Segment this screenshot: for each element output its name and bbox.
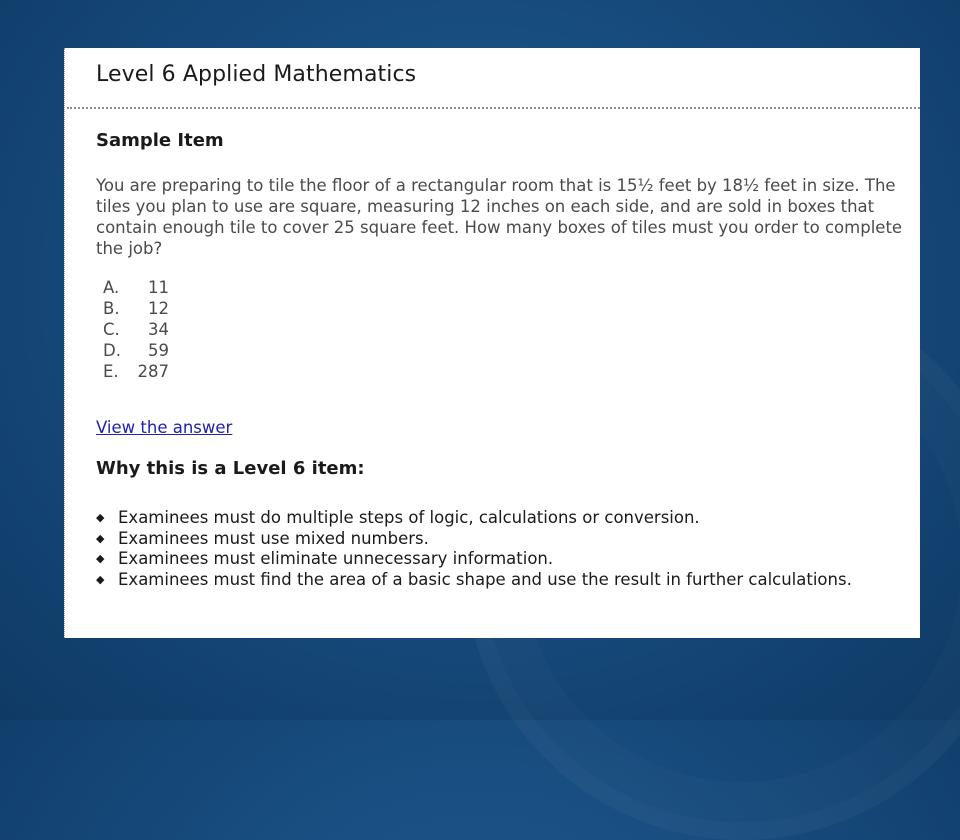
- choice-d: [103, 340, 169, 361]
- reason-text: Examinees must do multiple steps of logic, calculations or conversion.: [118, 508, 700, 527]
- reason-text: Examinees must use mixed numbers.: [118, 528, 429, 548]
- reason-text: Examinees must eliminate unnecessary information.: [118, 549, 554, 568]
- content-panel: [64, 48, 920, 638]
- view-answer-link[interactable]: View the answer: [96, 418, 233, 437]
- choice-value: 11: [148, 278, 169, 297]
- sample-item-heading: Sample Item: [96, 130, 224, 151]
- choice-letter: E.: [103, 362, 119, 381]
- answer-choices: [103, 277, 169, 382]
- choice-b: [103, 298, 169, 319]
- choice-e: [103, 361, 169, 382]
- choice-c: [103, 319, 169, 340]
- choice-letter: A.: [103, 278, 120, 297]
- choice-letter: B.: [103, 299, 120, 318]
- choice-letter: C.: [103, 320, 120, 339]
- reason-text: Examinees must find the area of a basic shape and use the result in further calculations.: [118, 569, 852, 589]
- diamond-bullet-icon: ◆: [96, 572, 105, 586]
- diamond-bullet-icon: ◆: [96, 531, 105, 545]
- title-divider: [67, 107, 920, 109]
- list-item: [96, 549, 886, 570]
- choice-value: 12: [148, 299, 169, 318]
- list-item: [96, 508, 886, 529]
- diamond-bullet-icon: ◆: [96, 552, 105, 565]
- why-level-heading: Why this is a Level 6 item:: [96, 458, 365, 479]
- choice-value: 59: [148, 341, 169, 360]
- list-item: [96, 529, 886, 550]
- choice-a: [103, 277, 169, 298]
- choice-value: 287: [137, 362, 169, 381]
- page-title: Level 6 Applied Mathematics: [96, 62, 417, 87]
- list-item: [96, 570, 886, 591]
- diamond-bullet-icon: ◆: [96, 511, 105, 524]
- question-text: You are preparing to tile the floor of a rectangular room that is 15½ feet by 18½ feet in size. The tiles you plan to use are square, measuring 12 inches on each side, and are sold in boxes that contain enough tile to cover 25 square feet. How many boxes of tiles must you order to complete the job?: [96, 176, 903, 258]
- choice-value: 34: [148, 320, 169, 339]
- choice-letter: D.: [103, 341, 121, 360]
- reasons-list: [96, 508, 886, 590]
